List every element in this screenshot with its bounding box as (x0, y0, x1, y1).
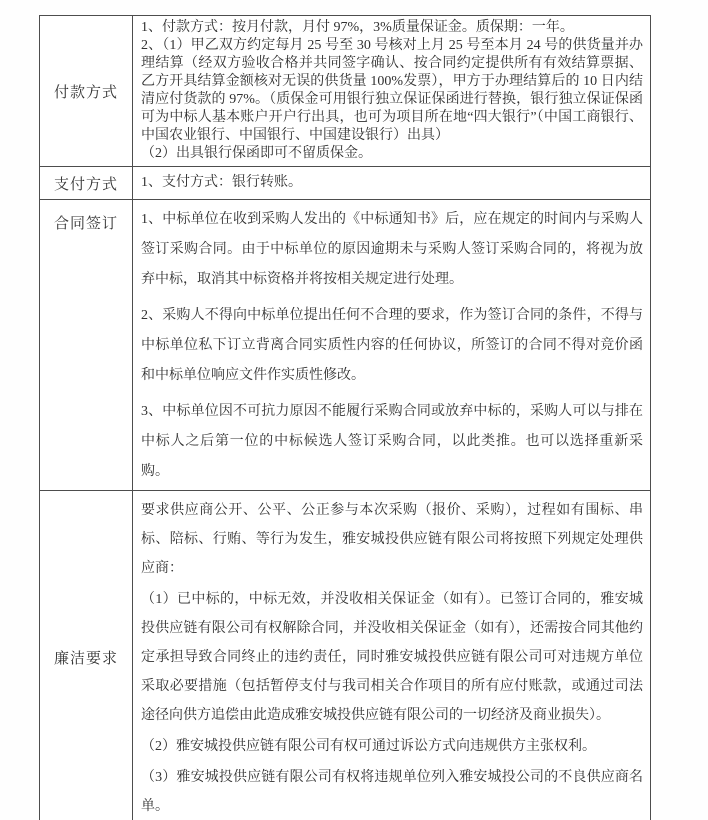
paragraph: 1、付款方式：按月付款，月付 97%，3%质量保证金。质保期：一年。 (141, 20, 574, 35)
paragraph: 要求供应商公开、公平、公正参与本次采购（报价、采购），过程如有围标、串标、陪标、行贿、等行为发生，雅安城投供应链有限公司将按照下列规定处理供应商： (141, 503, 643, 576)
contract-terms-table (39, 15, 651, 820)
table-row-contract-signing (40, 200, 651, 491)
table-row-payment-terms (40, 16, 651, 167)
paragraph: （3）雅安城投供应链有限公司有权将违规单位列入雅安城投公司的不良供应商名单。 (141, 770, 643, 814)
row-label-integrity-requirements: 廉洁要求 (40, 491, 133, 820)
paragraph: 3、中标单位因不可抗力原因不能履行采购合同或放弃中标的，采购人可以与排在中标人之后第一位的中标候选人签订采购合同，以此类推。也可以选择重新采购。 (141, 404, 643, 479)
payment-method-content (133, 167, 651, 200)
paragraph: （2）雅安城投供应链有限公司有权可通过诉讼方式向违规供方主张权利。 (141, 739, 596, 754)
row-label-contract-signing: 合同签订 (40, 200, 133, 491)
paragraph: 1、中标单位在收到采购人发出的《中标通知书》后，应在规定的时间内与采购人签订采购合同。由于中标单位的原因逾期未与采购人签订采购合同的，将视为放弃中标，取消其中标资格并将按相关规定进行处理。 (141, 212, 643, 287)
paragraph: （1）已中标的，中标无效，并没收相关保证金（如有）。已签订合同的，雅安城投供应链有限公司有权解除合同，并没收相关保证金（如有），还需按合同其他约定承担导致合同终止的违约责任，同时雅安城投供应链有限公司可对违规方单位采取必要措施（包括暂停支付与我司相关合作项目的所有应付账款，或通过司法途径向供方追偿由此造成雅安城投供应链有限公司的一切经济及商业损失）。 (141, 592, 643, 723)
payment-terms-content (133, 16, 651, 167)
contract-signing-content (133, 200, 651, 491)
row-label-payment-method: 支付方式 (40, 167, 133, 200)
paragraph: （2）出具银行保函即可不留质保金。 (141, 146, 372, 161)
table-row-payment-method (40, 167, 651, 200)
table-row-integrity-requirements (40, 491, 651, 820)
paragraph: 2、采购人不得向中标单位提出任何不合理的要求，作为签订合同的条件，不得与中标单位私下订立背离合同实质性内容的任何协议，所签订的合同不得对竞价函和中标单位响应文件作实质性修改。 (141, 308, 643, 383)
integrity-requirements-content (133, 491, 651, 820)
paragraph: 1、支付方式：银行转账。 (141, 175, 302, 190)
row-label-payment-terms: 付款方式 (40, 16, 133, 167)
paragraph: 2、（1）甲乙双方约定每月 25 号至 30 号核对上月 25 号至本月 24 号的供货量并办理结算（经双方验收合格并共同签字确认、按合同约定提供所有有效结算票据、乙方开具结算金额核对无误的供货量 100%发票），甲方于办理结算后的 10 日内结清应付货款的 97%。（质保金可用银行独立保证保函进行替换，银行独立保证保函可为中标人基本账户开户行出具，也可为项目所在地“四大银行”（中国工商银行、中国农业银行、中国银行、中国建设银行）出具） (141, 38, 643, 143)
